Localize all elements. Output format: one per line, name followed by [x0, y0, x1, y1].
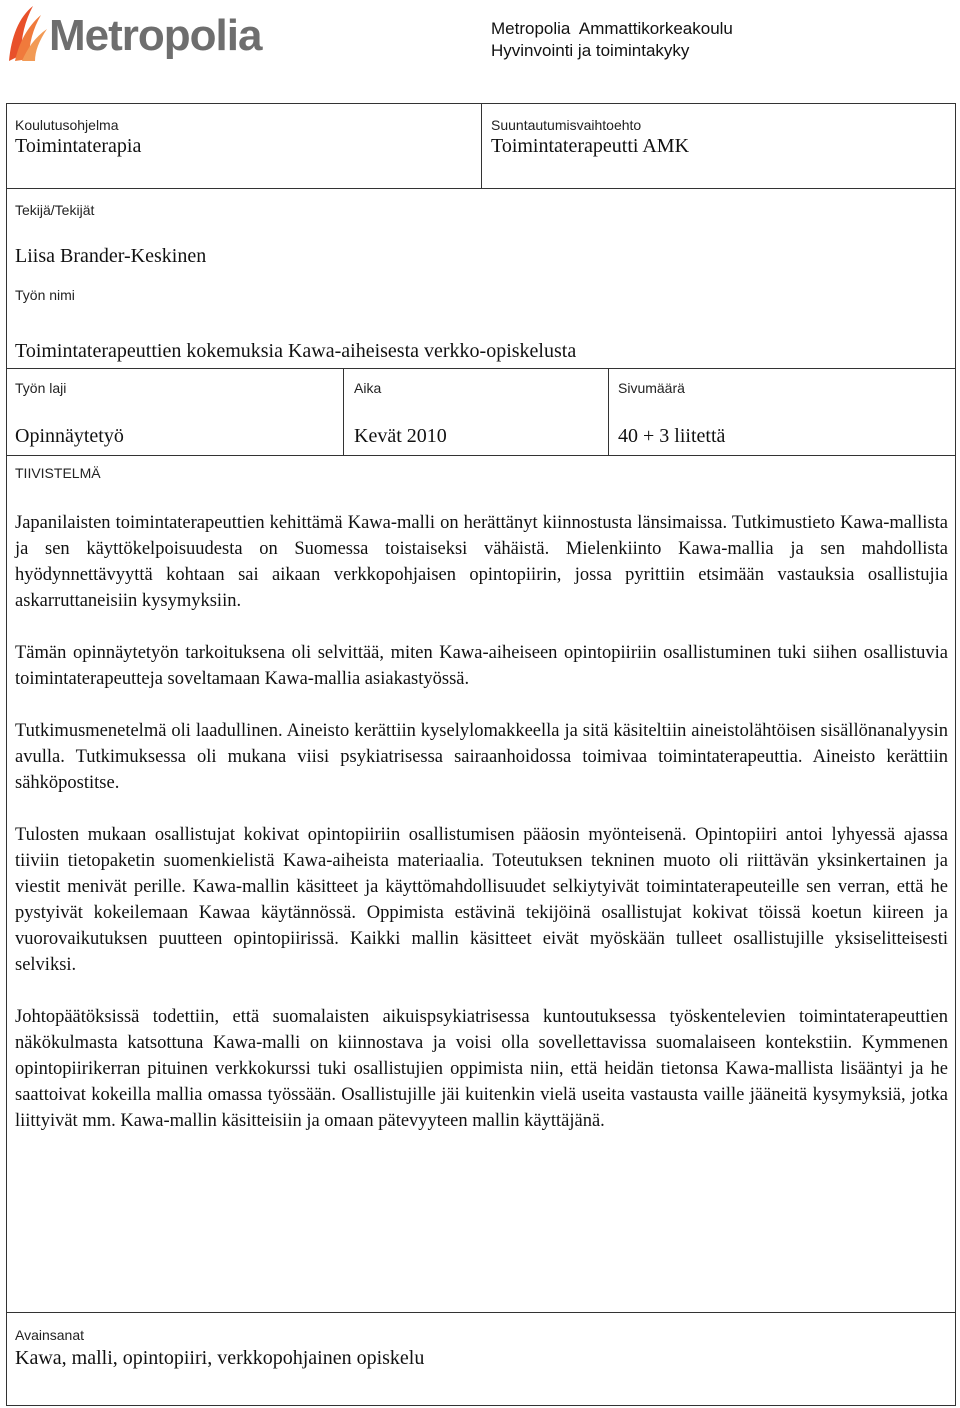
aika-value: Kevät 2010 — [354, 425, 447, 447]
avainsanat-value: Kawa, malli, opintopiiri, verkkopohjainen opiskelu — [15, 1347, 425, 1369]
tekija-value: Liisa Brander-Keskinen — [15, 245, 207, 267]
department-name: Hyvinvointi ja toimintakyky — [491, 41, 690, 60]
logo-wordmark: Metropolia — [49, 11, 262, 60]
avainsanat-label: Avainsanat — [15, 1327, 85, 1343]
metropolia-logo-mark-icon — [5, 3, 49, 65]
abstract-paragraph: Tulosten mukaan osallistujat kokivat opintopiiriin osallistumisen pääosin myönteisenä. Opintopiiri antoi lyhyessä ajassa tiiviin tietopaketin suomenkielistä Kawa-aiheista materiaalia. Toteutuksen tekninen muoto oli riittävän yksinkertainen ja viestit menivät perille. Kawa-mallin käsitteet ja käyttömahdollisuudet selkiytyivät toimintaterapeuteille sen verran, että he pystyivät kokeilemaan Kawaa käytännössä. Oppimista estävinä tekijöinä osallistujat kokivat töissä koetun kiireen ja vuorovaikutuksen puutteen opintopiirissä. Kaikki mallin käsitteet eivät myöskään tulleet osallistujille yksiselitteisesti selviksi. — [15, 825, 948, 975]
koulutusohjelma-value: Toimintaterapia — [15, 135, 142, 157]
suuntautumisvaihtoehto-label: Suuntautumisvaihtoehto — [491, 117, 642, 133]
metropolia-logo — [5, 3, 275, 65]
tiivistelma-heading: TIIVISTELMÄ — [15, 465, 101, 481]
tyon-nimi-value: Toimintaterapeuttien kokemuksia Kawa-aiheisesta verkko-opiskelusta — [15, 340, 577, 362]
divider — [6, 455, 956, 456]
abstract-paragraph: Tutkimusmenetelmä oli laadullinen. Aineisto kerättiin kyselylomakkeella ja sitä käsiteltiin aineistolähtöisen sisällönanalyysin avulla. Tutkimuksessa oli mukana viisi psykiatrisessa sairaanhoidossa toimivaa toimintaterapeuttia. Aineisto kerättiin sähköpostitse. — [15, 721, 948, 793]
koulutusohjelma-label: Koulutusohjelma — [15, 117, 119, 133]
institution-name: Metropolia Ammattikorkeakoulu — [491, 19, 733, 38]
tyon-laji-value: Opinnäytetyö — [15, 425, 124, 447]
header-info — [491, 18, 733, 62]
divider — [481, 103, 482, 189]
divider — [343, 368, 344, 456]
tekija-label: Tekijä/Tekijät — [15, 202, 95, 218]
divider — [6, 368, 956, 369]
sivumaara-value: 40 + 3 liitettä — [618, 425, 726, 447]
tyon-laji-label: Työn laji — [15, 380, 67, 396]
divider — [6, 1312, 956, 1313]
aika-label: Aika — [354, 380, 382, 396]
abstract-body — [15, 510, 948, 1160]
tyon-nimi-label: Työn nimi — [15, 287, 75, 303]
abstract-paragraph: Johtopäätöksissä todettiin, että suomalaisten aikuispsykiatrisessa kuntoutuksessa työskentelevien toimintaterapeuttien näkökulmasta katsottuna Kawa-malli on kiinnostava ja voisi olla sovellettavissa suomalaiseen kontekstiin. Kymmenen opintopiirikerran pituinen verkkokurssi tuki osallistujien oppimista niin, että heidän tietonsa Kawa-mallista lisääntyi ja he saattoivat kokeilla mallia omassa työssään. Osallistujille jäi kuitenkin vielä useita vastausta vaille jääneitä kysymyksiä, jotka liittyivät mm. Kawa-mallin käsitteisiin ja omaan pätevyyteen mallin käyttäjänä. — [15, 1007, 948, 1131]
suuntautumisvaihtoehto-value: Toimintaterapeutti AMK — [491, 135, 690, 157]
divider — [608, 368, 609, 456]
sivumaara-label: Sivumäärä — [618, 380, 685, 396]
abstract-paragraph: Tämän opinnäytetyön tarkoituksena oli selvittää, miten Kawa-aiheiseen opintopiiriin osallistuminen tuki siihen osallistuvia toimintaterapeutteja soveltamaan Kawa-mallia asiakastyössä. — [15, 643, 948, 689]
abstract-paragraph: Japanilaisten toimintaterapeuttien kehittämä Kawa-malli on herättänyt kiinnostusta länsimaissa. Tutkimustieto Kawa-mallista ja sen käyttökelpoisuudesta on Suomessa toistaiseksi vähäistä. Mielenkiinto Kawa-mallia ja sen mahdollista hyödynnettävyyttä kohtaan sai aikaan verkkopohjaisen opintopiirin, jossa pyrittiin etsimään vastauksia osallistujia askarruttaneisiin kysymyksiin. — [15, 513, 948, 611]
